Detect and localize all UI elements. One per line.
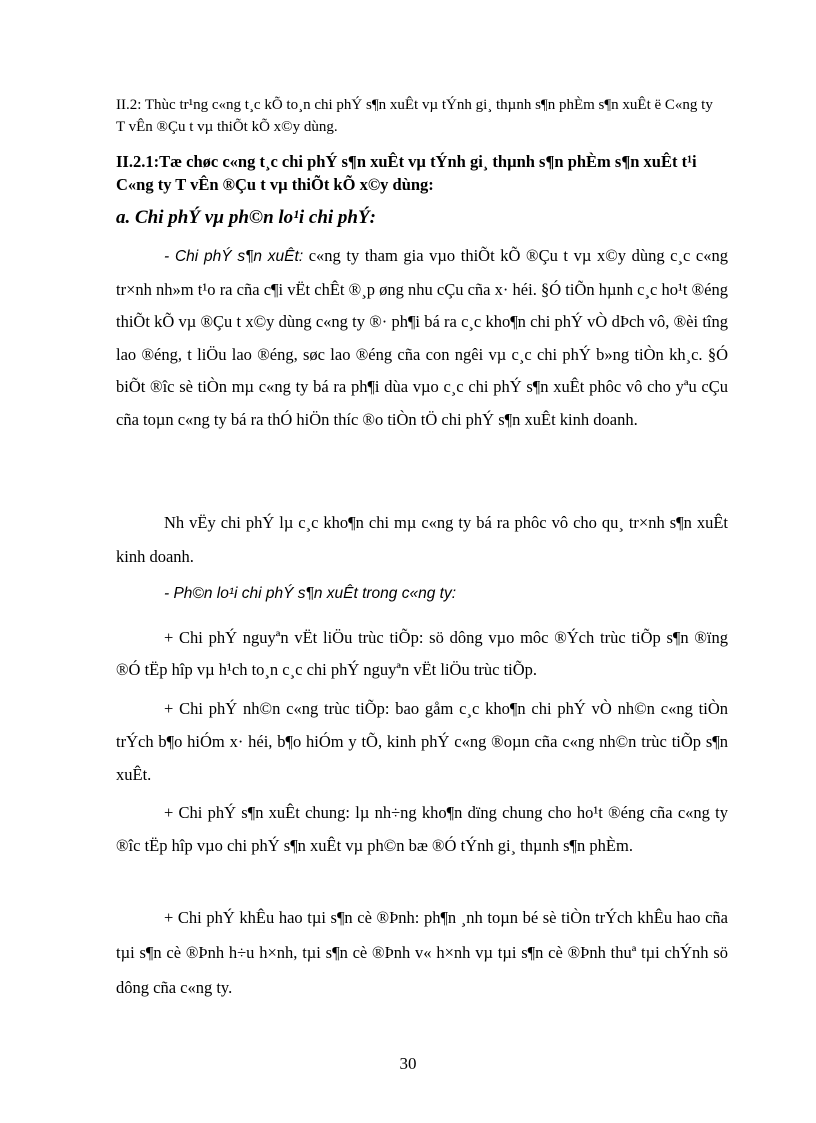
paragraph-cost-classification: - Ph©n lo¹i chi phÝ s¶n xuÊt trong c«ng ty: xyxy=(164,585,456,602)
section-heading: II.2: Thùc tr¹ng c«ng t¸c kÕ to¸n chi phÝ s¶n xuÊt vµ tÝnh gi¸ thµnh s¶n phÈm s¶n xuÊt ë C«ng ty T vÊn ®Çu t vµ thiÕt kÕ x©y dùng. xyxy=(116,97,713,135)
paragraph-depreciation-cost: + Chi phÝ khÊu hao tµi s¶n cè ®Þnh: ph¶n ¸nh toµn bé sè tiÒn trÝch khÊu hao cña tµi s¶n cè ®Þnh h÷u h×nh, tµi s¶n cè ®Þnh v« h×nh vµ tµi s¶n cè ®Þnh thuª tµi chÝnh sö dông cña c«ng ty. xyxy=(116,908,728,997)
paragraph-cost-summary: Nh vËy chi phÝ lµ c¸c kho¶n chi mµ c«ng ty bá ra phôc vô cho qu¸ tr×nh s¶n xuÊt kinh doanh. xyxy=(116,513,728,566)
item-a-heading: a. Chi phÝ vµ ph©n lo¹i chi phÝ: xyxy=(116,207,376,228)
paragraph-overhead-cost: + Chi phÝ s¶n xuÊt chung: lµ nh÷ng kho¶n dïng chung cho ho¹t ®éng cña c«ng ty ®îc tËp hîp vµo chi phÝ s¶n xuÊt vµ ph©n bæ ®Ó tÝnh gi¸ thµnh s¶n phÈm. xyxy=(116,803,728,855)
paragraph-lead: - Chi phÝ s¶n xuÊt: xyxy=(164,248,304,265)
page-number: 30 xyxy=(399,1054,417,1073)
paragraph-material-cost: + Chi phÝ nguyªn vËt liÖu trùc tiÕp: sö dông vµo môc ®Ých trùc tiÕp s¶n ®ïng ®Ó tËp hîp vµ h¹ch to¸n c¸c chi phÝ nguyªn vËt liÖu trùc tiÕp. xyxy=(116,628,728,679)
subsection-heading: II.2.1:Tæ chøc c«ng t¸c chi phÝ s¶n xuÊt vµ tÝnh gi¸ thµnh s¶n phÈm s¶n xuÊt t¹i C«ng ty T vÊn ®Çu t vµ thiÕt kÕ x©y dùng: xyxy=(116,152,697,194)
paragraph-body: c«ng ty tham gia vµo thiÕt kÕ ®Çu t vµ x©y dùng c¸c c«ng tr×nh nh»m t¹o ra cña c¶i vËt chÊt ®¸p øng nhu cÇu cña x· héi. §Ó tiÕn hµnh c¸c ho¹t ®éng thiÕt kÕ vµ ®Çu t x©y dùng c«ng ty ®· ph¶i bá ra c¸c kho¶n chi phÝ vÒ dÞch vô, ®èi tîng lao ®éng, t liÖu lao ®éng, søc lao ®éng cña con ngêi vµ c¸c chi phÝ b»ng tiÒn kh¸c. §Ó biÕt ®îc sè tiÒn mµ c«ng ty bá ra ph¶i dùa vµo c¸c chi phÝ s¶n xuÊt phôc vô cho yªu cÇu cña toµn c«ng ty bá ra thÓ hiÖn thíc ®o tiÒn tÖ chi phÝ s¶n xuÊt kinh doanh. xyxy=(116,246,728,429)
paragraph-cost-definition xyxy=(116,240,728,436)
paragraph-labor-cost: + Chi phÝ nh©n c«ng trùc tiÕp: bao gåm c¸c kho¶n chi phÝ vÒ nh©n c«ng tiÒn trÝch b¶o hiÓm x· héi, b¶o hiÓm y tÕ, kinh phÝ c«ng ®oµn cña c«ng nh©n trùc tiÕp s¶n xuÊt. xyxy=(116,699,728,784)
